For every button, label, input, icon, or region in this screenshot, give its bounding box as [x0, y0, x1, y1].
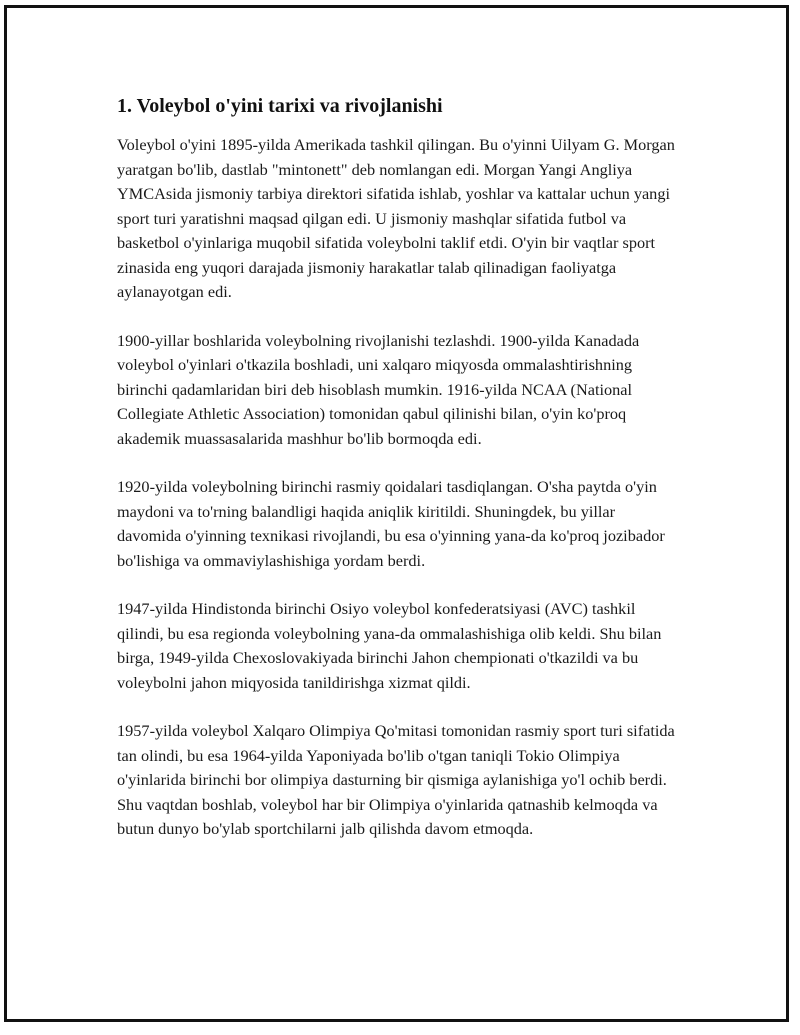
paragraph-4: 1947-yilda Hindistonda birinchi Osiyo voleybol konfederatsiyasi (AVC) tashkil qilindi, bu esa regionda voleybolning yana-da ommalashishiga olib keldi. Shu bilan birga, 1949-yilda Chexoslovakiyada birinchi Jahon chempionati o'tkazildi va bu voleybolni jahon miqyosida tanildirishga xizmat qildi.: [117, 599, 662, 692]
paragraph-5: 1957-yilda voleybol Xalqaro Olimpiya Qo'mitasi tomonidan rasmiy sport turi sifatida tan olindi, bu esa 1964-yilda Yaponiyada bo'lib o'tgan taniqli Tokio Olimpiya o'yinlarida birinchi bor olimpiya dasturning bir qismiga aylanishiga yo'l ochib berdi. Shu vaqtdan boshlab, voleybol har bir Olimpiya o'yinlarida qatnashib kelmoqda va butun dunyo bo'ylab sportchilarni jalb qilishda davom etmoqda.: [117, 721, 675, 838]
paragraph-3: 1920-yilda voleybolning birinchi rasmiy qoidalari tasdiqlangan. O'sha paytda o'yin maydoni va to'rning balandligi haqida aniqlik kiritildi. Shuningdek, bu yillar davomida o'yinning texnikasi rivojlandi, bu esa o'yinning yana-da ko'proq jozibador bo'lishiga va ommaviylashishiga yordam berdi.: [117, 477, 665, 570]
section-heading: 1. Voleybol o'yini tarixi va rivojlanishi: [117, 95, 443, 117]
paragraph-2: 1900-yillar boshlarida voleybolning rivojlanishi tezlashdi. 1900-yilda Kanadada voleybol o'yinlari o'tkazila boshladi, uni xalqaro miqyosda ommalashtirishning birinchi qadamlaridan biri deb hisoblash mumkin. 1916-yilda NCAA (National Collegiate Athletic Association) tomonidan qabul qilinishi bilan, o'yin ko'proq akademik muassasalarida mashhur bo'lib bormoqda edi.: [117, 330, 640, 448]
paragraph-1: Voleybol o'yini 1895-yilda Amerikada tashkil qilingan. Bu o'yinni Uilyam G. Morgan yaratgan bo'lib, dastlab "mintonett" deb nomlangan edi. Morgan Yangi Angliya YMCAsida jismoniy tarbiya direktori sifatida ishlab, yoshlar va kattalar uchun yangi sport turi yaratishni maqsad qilgan edi. U jismoniy mashqlar sifatida futbol va basketbol o'yinlariga muqobil sifatida voleybolni taklif etdi. O'yin bir vaqtlar sport zinasida eng yuqori darajada jismoniy harakatlar talab qilinadigan faoliyatga aylanayotgan edi.: [117, 135, 675, 301]
document-body: [117, 92, 677, 866]
